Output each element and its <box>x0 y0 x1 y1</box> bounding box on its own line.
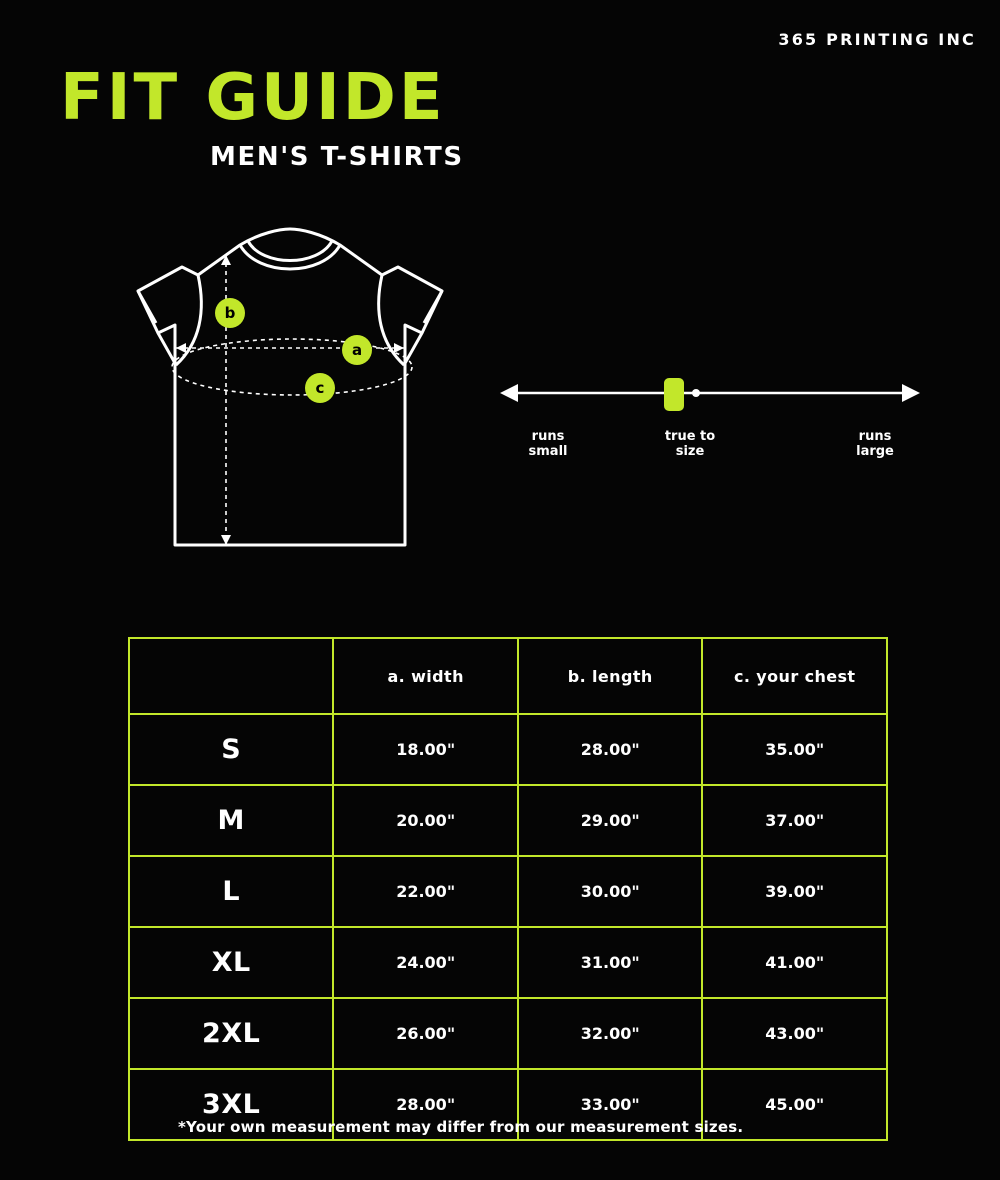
cell-length: 31.00" <box>518 927 703 998</box>
table-row <box>129 927 887 998</box>
cell-width: 28.00" <box>333 1069 518 1140</box>
cell-width: 20.00" <box>333 785 518 856</box>
table-row <box>129 998 887 1069</box>
column-header-chest: c. your chest <box>702 638 887 714</box>
table-header-row <box>129 638 887 714</box>
footnote: *Your own measurement may differ from our measurement sizes. <box>178 1118 744 1136</box>
cell-chest: 41.00" <box>702 927 887 998</box>
badge-c: c <box>305 373 335 403</box>
scale-label-runs-large-line2: large <box>856 443 894 459</box>
cell-length: 28.00" <box>518 714 703 785</box>
tshirt-diagram <box>80 215 500 585</box>
page-subtitle: MEN'S T-SHIRTS <box>210 142 464 172</box>
cell-chest: 35.00" <box>702 714 887 785</box>
cell-size: 2XL <box>129 998 333 1069</box>
column-header-size <box>129 638 333 714</box>
cell-size: M <box>129 785 333 856</box>
fit-scale <box>500 360 920 480</box>
page-title: FIT GUIDE <box>60 61 446 135</box>
cell-chest: 45.00" <box>702 1069 887 1140</box>
cell-length: 30.00" <box>518 856 703 927</box>
scale-label-runs-large-line1: runs <box>858 429 892 444</box>
cell-width: 26.00" <box>333 998 518 1069</box>
scale-label-runs-large <box>830 430 920 460</box>
fit-scale-marker <box>664 378 684 411</box>
brand-name: 365 PRINTING INC <box>778 30 976 49</box>
cell-size: XL <box>129 927 333 998</box>
cell-width: 18.00" <box>333 714 518 785</box>
fit-scale-arrow-icon <box>500 360 920 430</box>
table-row <box>129 856 887 927</box>
cell-chest: 37.00" <box>702 785 887 856</box>
cell-chest: 43.00" <box>702 998 887 1069</box>
column-header-length: b. length <box>518 638 703 714</box>
cell-width: 24.00" <box>333 927 518 998</box>
cell-size: S <box>129 714 333 785</box>
size-chart-table <box>128 637 888 1141</box>
cell-width: 22.00" <box>333 856 518 927</box>
cell-length: 32.00" <box>518 998 703 1069</box>
scale-label-true-to-size <box>635 430 745 460</box>
cell-length: 29.00" <box>518 785 703 856</box>
cell-size: 3XL <box>129 1069 333 1140</box>
badge-b: b <box>215 298 245 328</box>
cell-length: 33.00" <box>518 1069 703 1140</box>
tshirt-outline-icon <box>80 215 500 585</box>
cell-size: L <box>129 856 333 927</box>
scale-label-runs-small-line1: runs <box>531 429 565 444</box>
scale-label-true-to-size-line1: true to <box>664 429 716 444</box>
scale-label-true-to-size-line2: size <box>675 443 705 459</box>
badge-a: a <box>342 335 372 365</box>
scale-label-runs-small <box>503 430 593 460</box>
cell-chest: 39.00" <box>702 856 887 927</box>
column-header-width: a. width <box>333 638 518 714</box>
table-row <box>129 714 887 785</box>
table-row <box>129 785 887 856</box>
scale-label-runs-small-line2: small <box>528 443 568 459</box>
